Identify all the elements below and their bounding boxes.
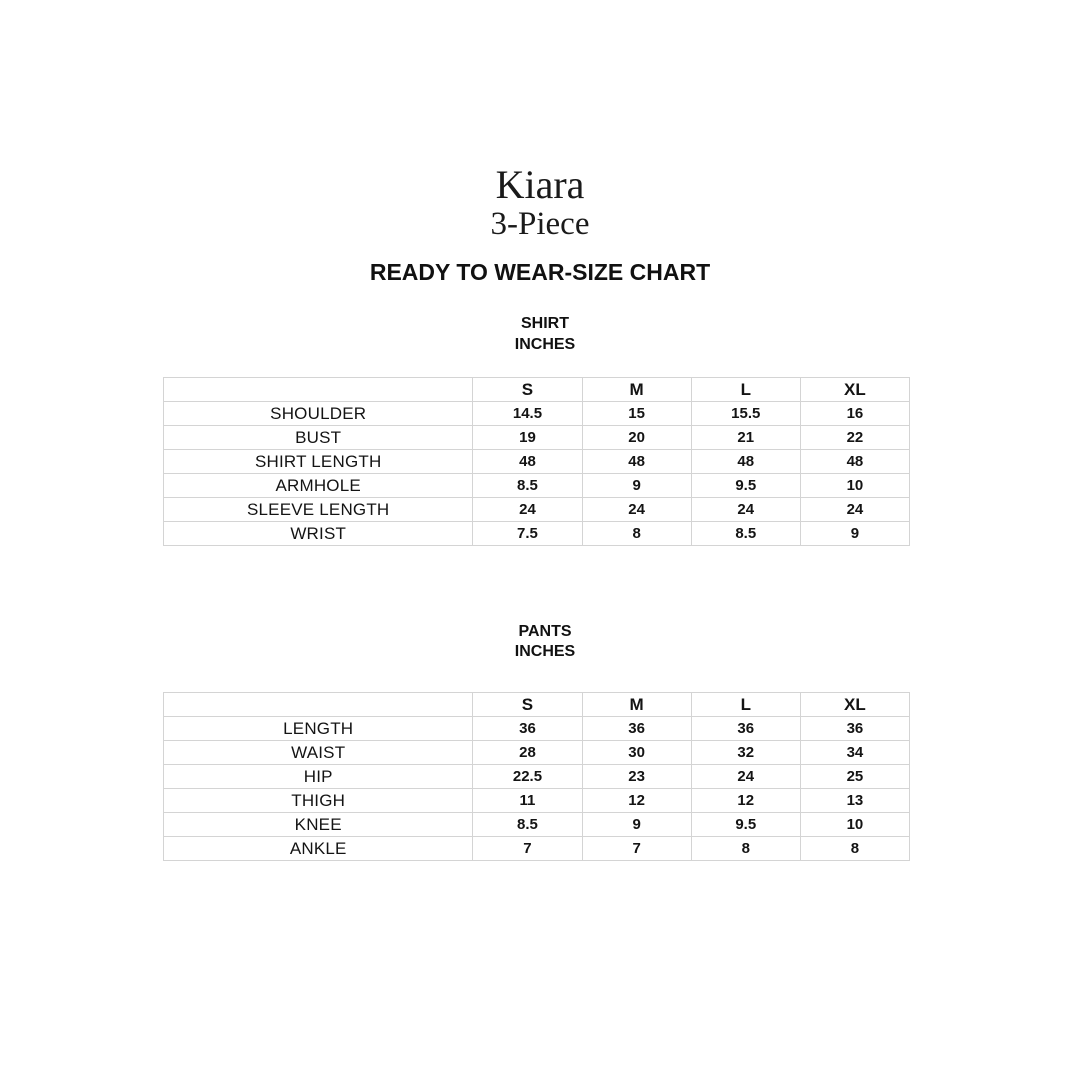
measurement-label: LENGTH [164,717,473,741]
measurement-value: 36 [691,717,800,741]
table-row [164,789,910,813]
shirt-size-header: M [582,378,691,402]
table-row [164,402,910,426]
measurement-value: 21 [691,426,800,450]
measurement-label: ANKLE [164,837,473,861]
measurement-value: 24 [800,498,909,522]
measurement-value: 34 [800,741,909,765]
measurement-value: 8.5 [691,522,800,546]
pants-size-header: L [691,693,800,717]
shirt-size-header: XL [800,378,909,402]
table-row [164,837,910,861]
pants-section-title: PANTS [518,623,572,640]
measurement-value: 9 [800,522,909,546]
pants-corner-cell [164,693,473,717]
measurement-value: 16 [800,402,909,426]
measurement-value: 12 [691,789,800,813]
measurement-value: 36 [473,717,582,741]
table-row [164,741,910,765]
size-chart-title: READY TO WEAR-SIZE CHART [369,259,711,285]
shirt-size-header: L [691,378,800,402]
measurement-value: 7 [582,837,691,861]
measurement-value: 9 [582,474,691,498]
shirt-header-row [164,378,910,402]
table-row [164,765,910,789]
measurement-value: 9.5 [691,813,800,837]
measurement-value: 9 [582,813,691,837]
table-row [164,474,910,498]
measurement-label: BUST [164,426,473,450]
pants-header-row [164,693,910,717]
measurement-value: 15.5 [691,402,800,426]
measurement-value: 13 [800,789,909,813]
measurement-value: 11 [473,789,582,813]
product-subtitle: 3-Piece [490,206,590,242]
measurement-value: 8.5 [473,474,582,498]
measurement-value: 48 [800,450,909,474]
table-row [164,450,910,474]
measurement-value: 36 [582,717,691,741]
measurement-label: WRIST [164,522,473,546]
measurement-label: KNEE [164,813,473,837]
measurement-value: 24 [691,765,800,789]
pants-size-header: S [473,693,582,717]
measurement-label: SLEEVE LENGTH [164,498,473,522]
measurement-value: 8 [582,522,691,546]
measurement-value: 14.5 [473,402,582,426]
brand-name: Kiara [495,162,585,207]
table-row [164,498,910,522]
measurement-value: 10 [800,474,909,498]
measurement-value: 22.5 [473,765,582,789]
measurement-value: 24 [582,498,691,522]
shirt-unit-label: INCHES [514,336,576,353]
measurement-value: 7 [473,837,582,861]
measurement-value: 15 [582,402,691,426]
measurement-value: 7.5 [473,522,582,546]
shirt-size-header: S [473,378,582,402]
measurement-value: 23 [582,765,691,789]
measurement-label: WAIST [164,741,473,765]
table-row [164,717,910,741]
measurement-label: THIGH [164,789,473,813]
measurement-value: 48 [473,450,582,474]
measurement-value: 32 [691,741,800,765]
measurement-value: 48 [582,450,691,474]
measurement-label: SHIRT LENGTH [164,450,473,474]
shirt-corner-cell [164,378,473,402]
table-row [164,813,910,837]
measurement-value: 30 [582,741,691,765]
measurement-label: ARMHOLE [164,474,473,498]
pants-size-table [163,692,910,861]
measurement-value: 24 [473,498,582,522]
table-row [164,522,910,546]
measurement-value: 8 [800,837,909,861]
measurement-value: 19 [473,426,582,450]
table-row [164,426,910,450]
measurement-value: 36 [800,717,909,741]
measurement-value: 8.5 [473,813,582,837]
pants-unit-label: INCHES [514,643,576,660]
measurement-value: 20 [582,426,691,450]
measurement-value: 48 [691,450,800,474]
measurement-value: 8 [691,837,800,861]
measurement-value: 9.5 [691,474,800,498]
pants-size-header: M [582,693,691,717]
shirt-size-table [163,377,910,546]
pants-size-header: XL [800,693,909,717]
measurement-value: 22 [800,426,909,450]
measurement-value: 10 [800,813,909,837]
measurement-value: 25 [800,765,909,789]
shirt-section-title: SHIRT [521,315,569,332]
measurement-label: SHOULDER [164,402,473,426]
measurement-value: 24 [691,498,800,522]
measurement-label: HIP [164,765,473,789]
measurement-value: 28 [473,741,582,765]
measurement-value: 12 [582,789,691,813]
